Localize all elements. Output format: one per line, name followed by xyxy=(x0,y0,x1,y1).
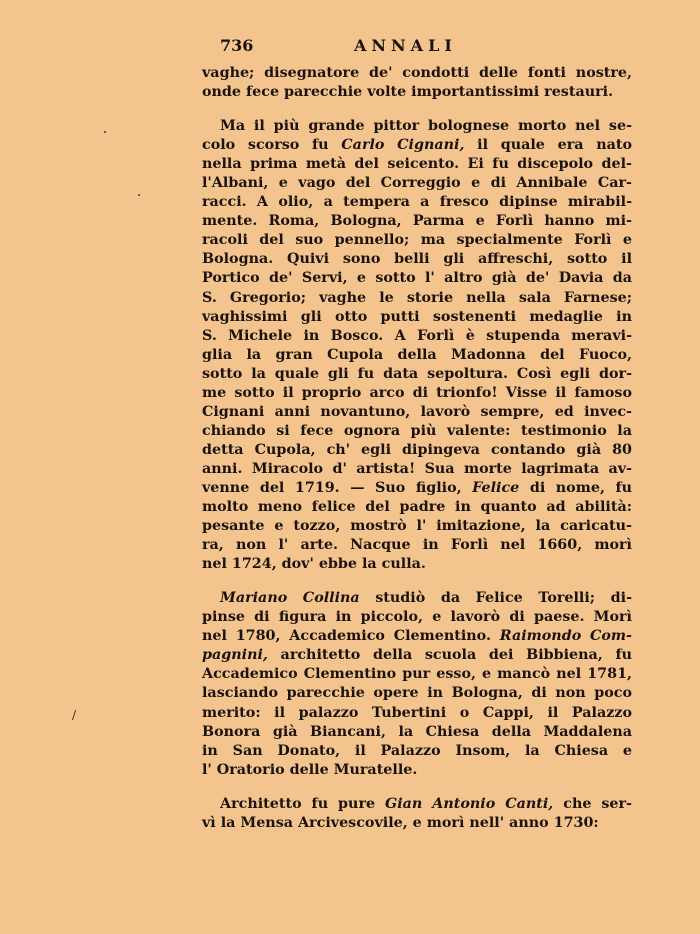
text-line: pesante e tozzo, mostrò l' imitazione, la caricatu- xyxy=(202,518,632,535)
text-line: Architetto fu pure Gian Antonio Canti, che ser- xyxy=(220,795,632,812)
text-line: anni. Miracolo d' artista! Sua morte lagrimata av- xyxy=(202,460,632,477)
text-line: me sotto il proprio arco di trionfo! Visse il famoso xyxy=(202,384,632,401)
text-line: chiando si fece ognora più valente: testimonio la xyxy=(202,422,632,439)
margin-mark: / xyxy=(72,708,77,722)
text-line: Mariano Collina studiò da Felice Torelli; di- xyxy=(220,590,632,607)
text-line: Bologna. Quivi sono belli gli affreschi, sotto il xyxy=(202,251,632,268)
body-text xyxy=(202,64,632,833)
text-line: molto meno felice del padre in quanto ad abilità: xyxy=(202,499,632,516)
paragraph-gap xyxy=(202,574,632,589)
page-number: 736 xyxy=(220,36,254,55)
text-line: Ma il più grande pittor bolognese morto nel se- xyxy=(220,118,632,135)
text-line: vaghe; disegnatore de' condotti delle fonti nostre, xyxy=(202,65,632,81)
text-line: glia la gran Cupola della Madonna del Fuoco, xyxy=(202,346,632,363)
italic-name: Gian Antonio Canti, xyxy=(385,795,554,812)
text-line: S. Gregorio; vaghe le storie nella sala Farnese; xyxy=(202,289,632,306)
text-line: vaghissimi gli otto putti sostenenti medaglie in xyxy=(202,308,632,325)
text-line: mente. Roma, Bologna, Parma e Forlì hanno mi- xyxy=(202,213,632,230)
text-line: Accademico Clementino pur esso, e mancò nel 1781, xyxy=(202,666,632,683)
text-line: ra, non l' arte. Nacque in Forlì nel 1660, morì xyxy=(202,537,632,554)
book-page xyxy=(202,36,632,833)
page-header xyxy=(202,36,632,64)
italic-name: Raimondo Com- xyxy=(499,628,632,645)
text-line: pagnini, architetto della scuola dei Bibbiena, fu xyxy=(202,647,632,664)
text-line: l'Albani, e vago del Correggio e di Annibale Car- xyxy=(202,175,632,192)
text-line: detta Cupola, ch' egli dipingeva contando già 80 xyxy=(202,441,632,458)
italic-name: Mariano Collina xyxy=(220,590,360,607)
text-line: Cignani anni novantuno, lavorò sempre, ed invec- xyxy=(202,403,632,420)
text-line: pinse di figura in piccolo, e lavorò di paese. Morì xyxy=(202,609,632,626)
text-line: colo scorso fu Carlo Cignani, il quale era nato xyxy=(202,137,632,154)
text-line: racci. A olio, a tempera a fresco dipinse mirabil- xyxy=(202,194,632,211)
text-line: Portico de' Servi, e sotto l' altro già de' Davia da xyxy=(202,270,632,287)
italic-name: Carlo Cignani, xyxy=(341,137,465,154)
text-line: l' Oratorio delle Muratelle. xyxy=(202,761,418,778)
text-line: sotto la quale gli fu data sepoltura. Così egli dor- xyxy=(202,365,632,382)
text-line: S. Michele in Bosco. A Forlì è stupenda meravi- xyxy=(202,327,632,344)
margin-dot xyxy=(104,131,106,133)
text-line: lasciando parecchie opere in Bologna, di non poco xyxy=(202,685,632,702)
paragraph xyxy=(202,589,632,779)
text-line: merito: il palazzo Tubertini o Cappi, il Palazzo xyxy=(202,704,632,721)
paragraph-gap xyxy=(202,102,632,117)
paragraph-gap xyxy=(202,780,632,795)
text-line: racoli del suo pennello; ma specialmente Forlì e xyxy=(202,232,632,249)
running-title: ANNALI xyxy=(354,36,457,55)
margin-dot xyxy=(138,194,140,196)
text-line: vì la Mensa Arcivescovile, e morì nell' anno 1730: xyxy=(202,814,599,831)
paragraph xyxy=(202,117,632,574)
text-line: nel 1780, Accademico Clementino. Raimondo Com- xyxy=(202,628,632,645)
italic-name: Felice xyxy=(472,479,520,496)
text-line: nella prima metà del seicento. Ei fu discepolo del- xyxy=(202,156,632,173)
text-line: Bonora già Biancani, la Chiesa della Maddalena xyxy=(202,723,632,740)
text-line: nel 1724, dov' ebbe la culla. xyxy=(202,556,426,573)
paragraph xyxy=(202,64,632,102)
text-line: onde fece parecchie volte importantissimi restauri. xyxy=(202,84,614,101)
text-line: venne del 1719. — Suo figlio, Felice di nome, fu xyxy=(202,479,632,496)
paragraph xyxy=(202,795,632,833)
italic-name: pagnini, xyxy=(202,647,268,664)
text-line: in San Donato, il Palazzo Insom, la Chiesa e xyxy=(202,742,632,759)
